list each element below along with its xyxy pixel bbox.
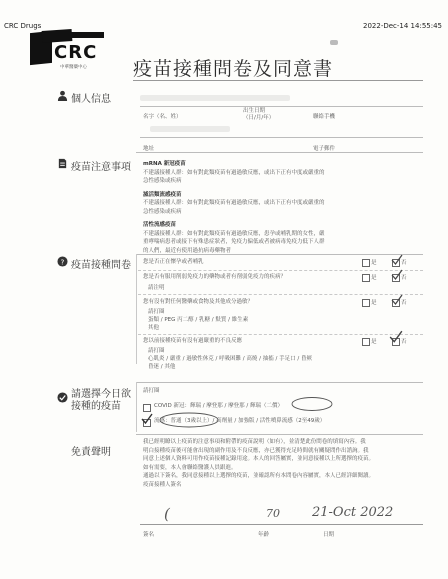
choose-instruction: 請打圈 (143, 388, 160, 394)
check-circle-icon (57, 392, 68, 403)
q3-yes-checkbox[interactable] (362, 299, 370, 307)
note-line: 急性感染或疾病 (143, 208, 182, 215)
q4-options: 心肌炎 / 嚴重 / 過敏性休克 / 呼吸困難 / 高燒 / 抽搐 / 手足口 / 昏厥 (148, 356, 312, 362)
note-line: 不建議接種人群：如有對此類疫苗有過過敏反應，或出下正有中度或嚴重的 (143, 169, 325, 176)
note-title: mRNA 新冠疫苗 (143, 161, 186, 167)
q2-specify: 請注明 (148, 285, 165, 291)
notes-list (143, 160, 325, 255)
address-label: 地址 (143, 146, 155, 152)
yes-label: 是 (371, 300, 377, 306)
handwritten-circle (158, 411, 220, 429)
yes-label: 是 (371, 275, 377, 281)
note-line: 不建議接種人群：如有對此類疫苗有過過敏反應，患孕或哺乳期的女性，嚴 (143, 230, 325, 237)
disclaimer-line: 我已經明瞭以上疫苗的注意事項和附帶的疫苗說明（如有），並清楚此份問卷的填寫內容。我 (143, 439, 366, 445)
section-choose-label (71, 389, 131, 413)
q4-options-more: 昏迷 / 其他 (148, 364, 176, 370)
question-3: 您有沒有對任何醫藥或食物及其他成分過敏？ (143, 299, 254, 305)
logo-text: CRC (54, 42, 98, 63)
choose-label-line2: 接種的疫苗 (71, 401, 121, 412)
no-label: 否 (401, 275, 407, 281)
logo-subtitle: 中華醫藥中心 (60, 65, 87, 70)
handwritten-circle (290, 396, 334, 412)
signature-label: 簽名 (143, 532, 155, 538)
no-label: 否 (401, 339, 407, 345)
q1-yes-checkbox[interactable] (362, 259, 370, 267)
date-handwritten: 21-Oct 2022 (312, 505, 394, 520)
date-label: 日期 (323, 532, 335, 538)
note-title: 滅活類流感疫苗 (143, 191, 182, 198)
checkmark-icon (141, 413, 153, 425)
question-1: 您是否正在懷孕或者哺乳 (143, 259, 204, 265)
disclaimer-line: 明白接種疫苗後可能會出現的副作用及不良反應，亦已獲得充足時間就有關疑問作出諮詢。我 (143, 447, 369, 454)
note-line: 重哮喘病患者或接下有殊患症狀者，免疫力偏低或者被病毒免疫力低下人群 (143, 239, 325, 245)
section-personal-label: 個人信息 (71, 94, 111, 105)
disclaimer-line: 如有需要，本人會聯絡醫護人員跟進。 (143, 464, 237, 471)
yes-label: 是 (371, 260, 377, 266)
q4-circle-instruction: 請打圈 (148, 348, 165, 354)
question-icon (57, 256, 68, 267)
age-handwritten: 70 (266, 507, 280, 520)
yes-label: 是 (371, 339, 377, 345)
q3-circle-instruction: 請打圈 (148, 309, 165, 315)
timestamp: 2022-Dec-14 14:55:45 (363, 22, 442, 30)
section-notes-label: 疫苗注意事項 (71, 162, 131, 173)
q3-options: 蛋類 / PEG 丙二醇 / 乳糖 / 麩質 / 維生素 (148, 317, 249, 323)
choose-label-line1: 請選擇今日欲 (71, 389, 131, 400)
svg-text:?: ? (60, 257, 65, 267)
q4-yes-checkbox[interactable] (362, 338, 370, 346)
question-4: 您以前接種疫苗有沒有過嚴重的不良反應 (143, 338, 243, 344)
form-title: 疫苗接種問卷及同意書 (133, 58, 334, 80)
email-label: 電子郵件 (313, 146, 336, 152)
q3-other: 其他 (148, 325, 160, 331)
disclaimer-line: 通過以下簽名，我同意接種以上選擇的疫苗，並確認所有本問卷內容屬實，本人已經詳細閱讀。 (143, 473, 375, 479)
name-label: 名字（名、姓） (143, 114, 182, 120)
section-questionnaire-label: 疫苗接種問卷 (71, 260, 131, 271)
person-icon (57, 90, 68, 101)
note-line: 急性感染或疾病 (143, 178, 182, 184)
note-title: 活性流感疫苗 (143, 222, 177, 228)
disclaimer-line: 同意上述個人資料可用作疫苗接種記錄用途。本人的回答屬實，並同意接種以上所選擇的疫苗。 (143, 456, 375, 462)
question-2: 您是否有服用削弱免疫力的藥物或者有削弱免疫力的疾病？ (143, 274, 287, 280)
dob-label: 出生日期（日/月/年） (243, 108, 275, 121)
org-name: CRC Drugs (4, 22, 42, 30)
document-icon (57, 158, 68, 169)
signature-mark: ( (164, 505, 170, 523)
phone-label: 聯絡手機 (313, 114, 336, 120)
no-label: 否 (401, 300, 407, 306)
disclaimer-line: 疫苗接種人簽名 (143, 481, 182, 488)
covid-checkbox[interactable] (143, 404, 151, 412)
disclaimer-text (143, 438, 374, 489)
section-disclaimer-label: 免責聲明 (71, 447, 111, 458)
flu-options: 流感：普通（3歲以上）/ 高劑量 / 加強版 / 活性噴鼻流感（2至49歲） (154, 418, 326, 424)
no-label: 否 (401, 260, 407, 266)
note-line: 的人們，最近有使用過抗病毒藥物者 (143, 247, 232, 254)
age-label: 年齡 (258, 532, 270, 538)
note-line: 不建議接種人群：如有對此類疫苗有過過敏反應，或出下正有中度或嚴重的 (143, 200, 325, 206)
q2-yes-checkbox[interactable] (362, 274, 370, 282)
covid-options: COVID 新冠：輝瑞 / 摩登那 / 摩登那 / 輝瑞（二價） (154, 403, 283, 409)
